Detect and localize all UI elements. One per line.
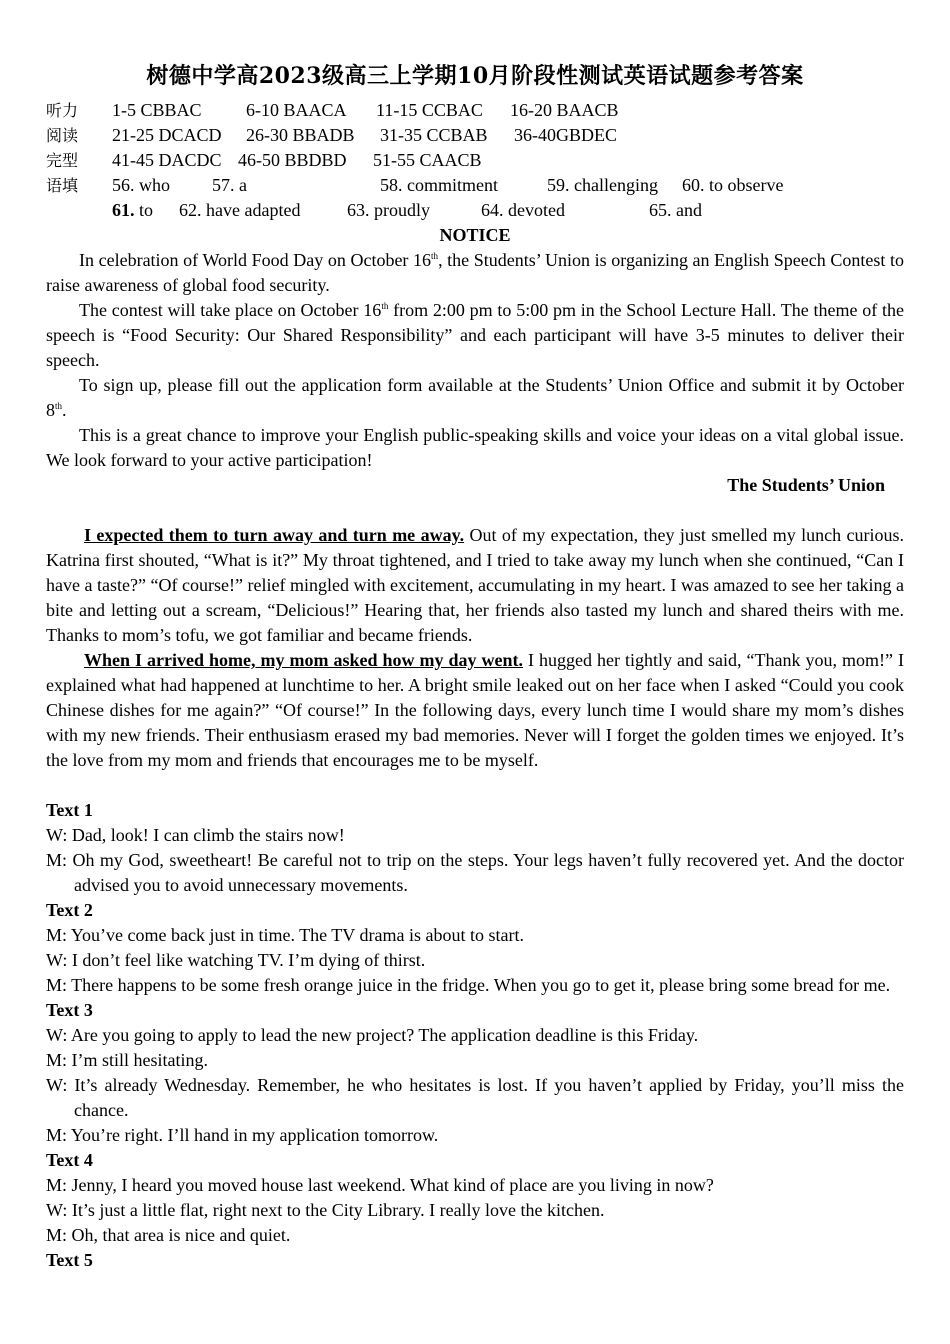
page-title: 树德中学高2023级高三上学期10月阶段性测试英语试题参考答案: [146, 63, 804, 89]
answer-cell: 46-50 BBDBD: [238, 150, 347, 170]
text-heading: Text 5: [46, 1250, 93, 1270]
dialogue-line: W: It’s already Wednesday. Remember, he who hesitates is lost. If you haven’t applied by Friday, you’ll miss the chance.: [46, 1075, 904, 1120]
dialogue-line: M: Oh my God, sweetheart! Be careful not to trip on the steps. Your legs haven’t fully recovered yet. And the doctor advised you to avoid unnecessary movements.: [46, 850, 904, 895]
transcript-text-2: [46, 898, 904, 998]
text-heading: Text 1: [46, 800, 93, 820]
dialogue-line: W: It’s just a little flat, right next to the City Library. I really love the kitchen.: [46, 1200, 605, 1220]
answer-cell: 26-30 BBADB: [246, 125, 355, 145]
dialogue-line: W: I don’t feel like watching TV. I’m dying of thirst.: [46, 950, 426, 970]
dialogue-line: M: You’ve come back just in time. The TV drama is about to start.: [46, 925, 524, 945]
dialogue-line: M: There happens to be some fresh orange juice in the fridge. When you go to get it, please bring some bread for me.: [46, 975, 891, 995]
answer-cell: 59. challenging: [547, 175, 658, 195]
notice-paragraph: In celebration of World Food Day on October 16th, the Students’ Union is organizing an English Speech Contest to raise awareness of global food security.: [46, 250, 904, 295]
answer-cell: 57. a: [212, 175, 247, 195]
story-lead-sentence: I expected them to turn away and turn me away.: [84, 525, 465, 545]
story-section: [46, 523, 904, 773]
answer-cell: 56. who: [112, 175, 170, 195]
dialogue-line: M: Jenny, I heard you moved house last weekend. What kind of place are you living in now?: [46, 1175, 714, 1195]
answer-cell: 64. devoted: [481, 200, 565, 220]
story-lead-sentence: When I arrived home, my mom asked how my day went.: [84, 650, 524, 670]
notice-paragraph: This is a great chance to improve your English public-speaking skills and voice your ideas on a vital global issue. We look forward to your active participation!: [46, 425, 904, 470]
answer-cell: 1-5 CBBAC: [112, 100, 202, 120]
dialogue-line: W: Are you going to apply to lead the new project? The application deadline is this Friday.: [46, 1025, 699, 1045]
answer-cell: 65. and: [649, 200, 702, 220]
dialogue-line: M: You’re right. I’ll hand in my application tomorrow.: [46, 1125, 439, 1145]
answer-row-grammar: [46, 173, 904, 198]
notice-section: [46, 223, 904, 498]
answer-cell: 62. have adapted: [179, 200, 301, 220]
transcript-section: [46, 798, 904, 1273]
answer-row-cloze: [46, 148, 904, 173]
answer-cell: 31-35 CCBAB: [380, 125, 488, 145]
answer-row-label: 听力: [46, 101, 79, 120]
answer-cell: 11-15 CCBAC: [376, 100, 483, 120]
transcript-text-3: [46, 998, 904, 1148]
dialogue-line: W: Dad, look! I can climb the stairs now!: [46, 825, 345, 845]
transcript-text-5: [46, 1248, 904, 1273]
answer-key: [46, 98, 904, 223]
answer-row-label: 语填: [46, 176, 79, 195]
answer-cell: 51-55 CAACB: [373, 150, 482, 170]
answer-row-listening: [46, 98, 904, 123]
answer-cell: 16-20 BAACB: [510, 100, 619, 120]
text-heading: Text 3: [46, 1000, 93, 1020]
answer-cell: 63. proudly: [347, 200, 430, 220]
answer-row-label: 阅读: [46, 126, 79, 145]
answer-cell: 21-25 DCACD: [112, 125, 222, 145]
notice-paragraph: The contest will take place on October 16th from 2:00 pm to 5:00 pm in the School Lecture Hall. The theme of the speech is “Food Security: Our Shared Responsibility” and each participant will have 3-5 minutes to deliver their speech.: [46, 300, 904, 370]
transcript-text-1: [46, 798, 904, 898]
answer-cell: 60. to observe: [682, 175, 784, 195]
story-paragraph: I expected them to turn away and turn me away. Out of my expectation, they just smelled my lunch curious. Katrina first shouted, “What is it?” My throat tightened, and I tried to take away my lunch when she continued, “Can I have a taste?” “Of course!” relief mingled with excitement, accumulating in my heart. I was amazed to see her taking a bite and letting out a scream, “Delicious!” Hearing that, her friends also tasted my lunch and shared theirs with me. Thanks to mom’s tofu, we got familiar and became friends.: [46, 525, 904, 645]
text-heading: Text 4: [46, 1150, 93, 1170]
transcript-text-4: [46, 1148, 904, 1248]
answer-cell: 6-10 BAACA: [246, 100, 347, 120]
answer-document: [46, 58, 904, 1273]
answer-cell: 41-45 DACDC: [112, 150, 222, 170]
notice-heading: NOTICE: [439, 225, 511, 245]
notice-paragraph: To sign up, please fill out the application form available at the Students’ Union Office and submit it by October 8th.: [46, 375, 904, 420]
answer-row-label: 完型: [46, 151, 79, 170]
answer-row-grammar-2: [46, 198, 904, 223]
dialogue-line: M: Oh, that area is nice and quiet.: [46, 1225, 291, 1245]
answer-cell: 36-40GBDEC: [514, 125, 617, 145]
notice-signature: The Students’ Union: [727, 475, 885, 495]
dialogue-line: M: I’m still hesitating.: [46, 1050, 208, 1070]
text-heading: Text 2: [46, 900, 93, 920]
answer-row-reading: [46, 123, 904, 148]
story-paragraph: When I arrived home, my mom asked how my day went. I hugged her tightly and said, “Thank you, mom!” I explained what had happened at lunchtime to her. A bright smile leaked out on her face when I asked “Could you cook Chinese dishes for me again?” “Of course!” In the following days, every lunch time I would share my mom’s dishes with my new friends. Their enthusiasm erased my bad memories. Never will I forget the golden times we enjoyed. It’s the love from my mom and friends that encourages me to be myself.: [46, 650, 904, 770]
answer-cell: 61. to: [112, 200, 154, 220]
answer-cell: 58. commitment: [380, 175, 498, 195]
